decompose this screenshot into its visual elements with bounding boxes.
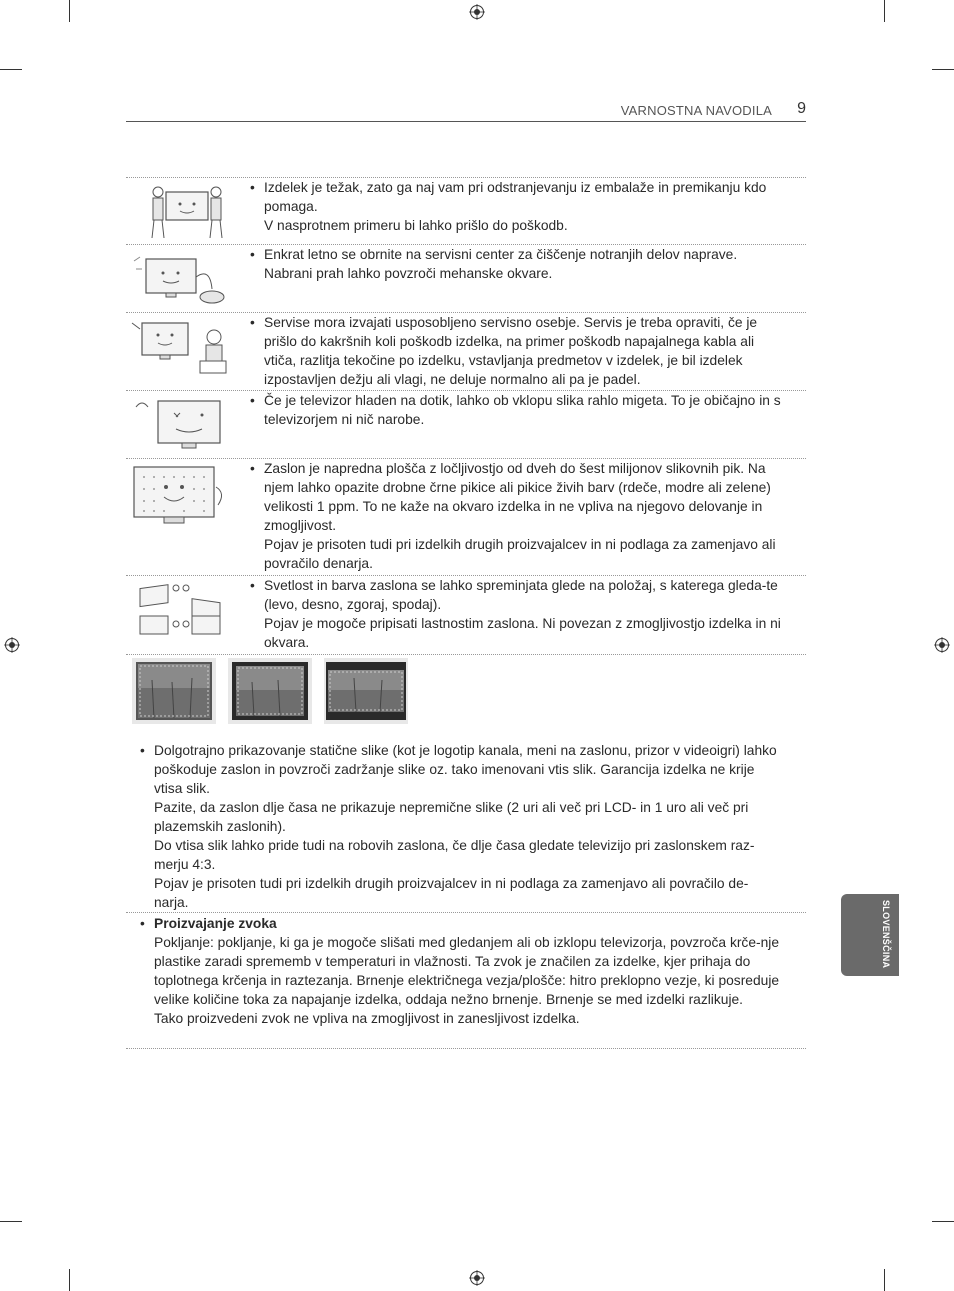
safety-item: [126, 391, 806, 459]
crop-mark: [0, 1221, 22, 1222]
safety-text: • Servise mora izvajati usposobljeno servisno osebje. Servis je treba opraviti, če je prišlo do kakršnih koli poškodb izdelka, na primer poškodb napajalnega kabla ali vtiča, razlitja tekočine po izdelku, vstavljanja predmetov v izdelek, je bil izdelek izpostavljen dežju ali vlagi, ne deluje normalno ali pa je padel.: [250, 313, 806, 389]
language-tab-label: SLOVENŠČINA: [881, 900, 891, 969]
registration-mark-icon: [934, 637, 950, 653]
crop-mark: [69, 0, 70, 22]
crop-mark: [884, 1269, 885, 1291]
image-retention-thumb-2: [228, 658, 312, 724]
safety-text: • Enkrat letno se obrnite na servisni center za čiščenje notranjih delov naprave. Nabrani prah lahko povzroči mehanske okvare.: [250, 245, 806, 283]
crop-mark: [884, 0, 885, 22]
safety-item: [126, 178, 806, 245]
crop-mark: [0, 69, 22, 70]
tv-service-technician-icon: [130, 317, 238, 377]
safety-instructions-list: [126, 177, 806, 655]
safety-text: • Zaslon je napredna plošča z ločljivostjo od dveh do šest milijonov slikovnih pik. Na njem lahko opazite drobne črne pikice ali pikice živih barv (rdeče, modre ali zelene) velikosti 1 ppm. To ne kaže na okvaro izdelka in ne vpliva na njegovo delovanje in zmogljivost. Pojav je prisoten tudi pri izdelkih drugih proizvajalcev in ni podlaga za zamenjavo ali povračilo denarja.: [250, 459, 806, 573]
note-title: • Proizvajanje zvoka: [154, 916, 277, 931]
safety-item: [126, 576, 806, 655]
safety-item: [126, 245, 806, 313]
safety-text: • Svetlost in barva zaslona se lahko spreminjata glede na položaj, s katerega gleda-te (levo, desno, zgoraj, spodaj). Pojav je mogoče pripisati lastnostim zaslona. Ni povezan z zmogljivostjo izdelka in ni okvara.: [250, 576, 806, 652]
note-item: • Dolgotrajno prikazovanje statične slike (kot je logotip kanala, meni na zaslonu, prizor v videoigri) lahko poškoduje zaslon in povzroči zadržanje slike oz. tako imenovani vtis slik. Garancija izdelka ne krije vtisa slik. Pazite, da zaslon dlje časa ne prikazuje nepremične slike (2 uri ali več pri LCD- in 1 uro ali več pri plazemskih zaslonih). Do vtisa slik lahko pride tudi na robovih zaslona, če dlje časa gledate televizijo pri zaslonskem raz-merju 4:3. Pojav je prisoten tudi pri izdelkih drugih proizvajalcev in ni podlaga za zamenjavo ali povračilo de-narja.: [126, 740, 806, 913]
registration-mark-icon: [4, 637, 20, 653]
crop-mark: [932, 1221, 954, 1222]
registration-mark-icon: [469, 4, 485, 20]
image-retention-thumb-3: [324, 658, 408, 724]
image-retention-thumb-1: [132, 658, 216, 724]
safety-item: [126, 313, 806, 391]
two-people-carrying-tv-icon: [130, 182, 238, 242]
safety-text: • Izdelek je težak, zato ga naj vam pri odstranjevanju iz embalaže in premikanju kdo pomaga. V nasprotnem primeru bi lahko prišlo do poškodb.: [250, 178, 806, 235]
section-title: VARNOSTNA NAVODILA: [620, 103, 772, 118]
safety-item: [126, 459, 806, 576]
viewing-angle-tvs-icon: [130, 580, 238, 640]
registration-mark-icon: [469, 1270, 485, 1286]
crop-mark: [69, 1269, 70, 1291]
page-header: [126, 100, 806, 122]
language-tab: [841, 894, 899, 976]
tv-pixel-dots-icon: [130, 463, 238, 531]
safety-text: • Če je televizor hladen na dotik, lahko ob vklopu slika rahlo migeta. To je običajno in s televizorjem ni nič narobe.: [250, 391, 806, 429]
crop-mark: [932, 69, 954, 70]
additional-notes: [126, 740, 806, 1049]
page-number: 9: [797, 100, 806, 117]
cold-tv-flicker-icon: [130, 395, 238, 455]
note-item: • Proizvajanje zvoka Pokljanje: pokljanje, ki ga je mogoče slišati med gledanjem ali ob izklopu televizorja, povzroča krče-nje plastike zaradi sprememb v temperaturi in vlažnosti. Ta zvok je značilen za izdelke, kjer prihaja do toplotnega krčenja in raztezanja. Brnenje električnega vezja/plošče: hitro preklopno vezje, ki posreduje velike količine toka za napajanje izdelka, oddaja nežno brnenje. Brnenje se med izdelki razlikuje. Tako proizvedeni zvok ne vpliva na zmogljivost in zanesljivost izdelka.: [126, 913, 806, 1049]
tv-vacuum-cleaner-icon: [130, 249, 238, 309]
